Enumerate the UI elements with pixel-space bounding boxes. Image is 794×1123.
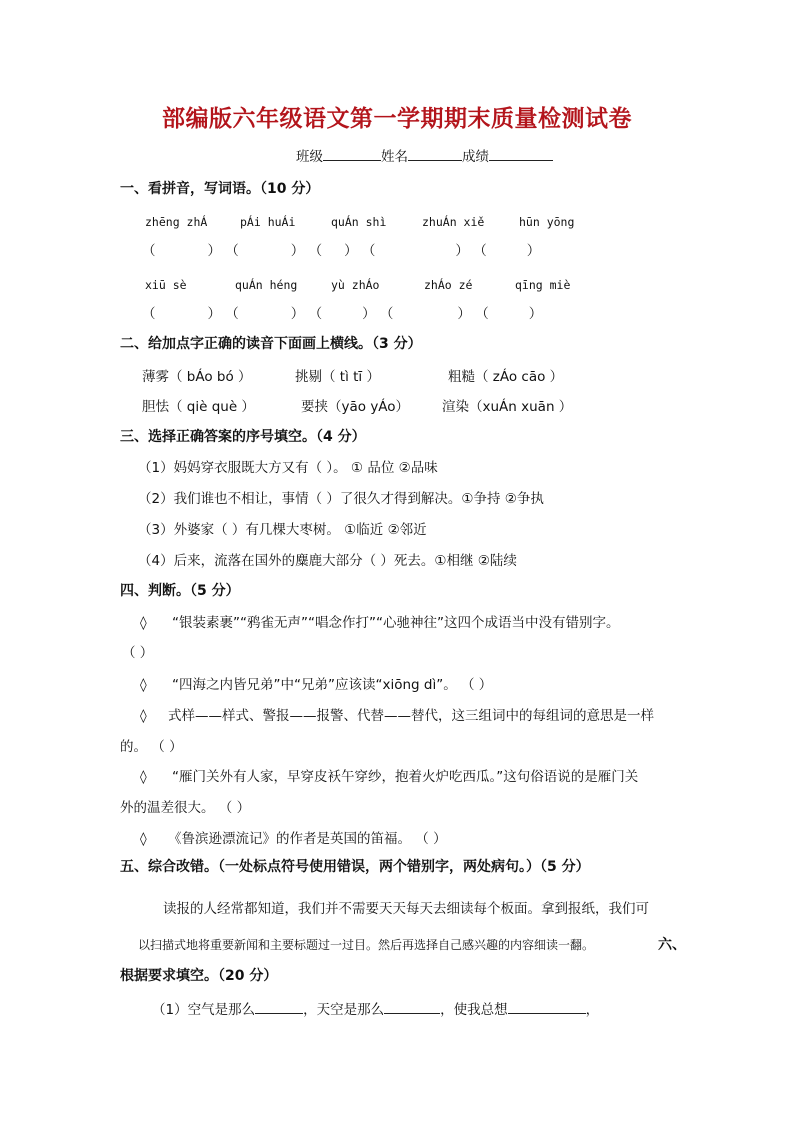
reading-item-2: 挑剔（ tì tī ） xyxy=(295,369,380,385)
judge-item-3: ◊ 式样——样式、警报——报警、代替——替代，这三组词中的每组词的意思是一样 xyxy=(140,708,654,724)
score-label: 成绩 xyxy=(462,149,489,165)
answer-row-1: （ ） （ ） （ ） （ ） （ ） xyxy=(142,243,541,259)
name-label: 姓名 xyxy=(381,149,408,165)
judge-item-4-cont: 外的温差很大。 （ ） xyxy=(120,800,251,816)
reading-item-5: 要挟（yāo yÁo） xyxy=(301,399,410,415)
pinyin-4: zhuÁn xiě xyxy=(422,215,485,229)
pinyin-9: zhÁo zé xyxy=(424,278,473,292)
pinyin-8: yù zhÁo xyxy=(331,278,380,292)
header-fields xyxy=(296,146,553,166)
section-1-heading: 一、看拼音，写词语。（10 分） xyxy=(120,181,320,197)
class-label: 班级 xyxy=(296,149,323,165)
pinyin-10: qīng miè xyxy=(515,278,571,292)
pinyin-6: xiū sè xyxy=(145,278,187,292)
section-3-heading: 三、选择正确答案的序号填空。（4 分） xyxy=(120,429,366,445)
judge-item-4: ◊ “雁门关外有人家，早穿皮袄午穿纱，抱着火炉吃西瓜。”这句俗语说的是雁门关 xyxy=(140,769,639,785)
pinyin-5: hūn yōng xyxy=(519,215,575,229)
reading-item-6: 渲染（xuÁn xuān ） xyxy=(442,399,573,415)
judge-item-2: ◊ “四海之内皆兄弟”中“兄弟”应该读“xiōng dì”。 （ ） xyxy=(140,677,493,693)
pinyin-3: quÁn shì xyxy=(331,215,387,229)
diamond-bullet-icon: ◊ xyxy=(140,615,147,631)
section-6-heading: 根据要求填空。（20 分） xyxy=(120,968,278,984)
pinyin-1: zhēng zhÁ xyxy=(145,215,208,229)
fill-blank[interactable] xyxy=(384,999,440,1014)
section-2-heading: 二、给加点字正确的读音下面画上横线。（3 分） xyxy=(120,336,422,352)
exam-title: 部编版六年级语文第一学期期末质量检测试卷 xyxy=(162,105,632,132)
answer-row-2: （ ） （ ） （ ） （ ） （ ） xyxy=(142,306,543,322)
diamond-bullet-icon: ◊ xyxy=(140,769,147,785)
section-5-heading: 五、综合改错。（一处标点符号使用错误，两个错别字，两处病句。）（5 分） xyxy=(120,859,590,875)
judge-item-3-cont: 的。 （ ） xyxy=(120,739,183,755)
diamond-bullet-icon: ◊ xyxy=(140,677,147,693)
class-blank[interactable] xyxy=(323,146,381,161)
judge-item-1-paren[interactable]: （ ） xyxy=(122,645,154,661)
fill-item-1: （1）空气是那么 ，天空是那么 ，使我总想 ， xyxy=(152,999,599,1019)
choice-item-1: （1）妈妈穿衣服既大方又有（ ）。 ① 品位 ②品味 xyxy=(138,460,438,476)
pinyin-2: pÁi huÁi xyxy=(240,215,296,229)
choice-item-4: （4）后来，流落在国外的麋鹿大部分（ ）死去。①相继 ②陆续 xyxy=(138,553,517,569)
choice-item-3: （3）外婆家（ ）有几棵大枣树。 ①临近 ②邻近 xyxy=(138,522,427,538)
fill-blank[interactable] xyxy=(508,999,586,1014)
diamond-bullet-icon: ◊ xyxy=(140,831,147,847)
reading-item-4: 胆怯（ qiè què ） xyxy=(142,399,255,415)
choice-item-2: （2）我们谁也不相让，事情（ ）了很久才得到解决。①争持 ②争执 xyxy=(138,491,544,507)
fill-blank[interactable] xyxy=(255,999,303,1014)
diamond-bullet-icon: ◊ xyxy=(140,708,147,724)
score-blank[interactable] xyxy=(489,146,553,161)
pinyin-7: quÁn héng xyxy=(235,278,298,292)
correction-para-1: 读报的人经常都知道，我们并不需要天天每天去细读每个板面。拿到报纸，我们可 xyxy=(163,901,649,917)
name-blank[interactable] xyxy=(408,146,462,161)
reading-item-3: 粗糙（ zÁo cāo ） xyxy=(448,369,564,385)
section-6-number: 六、 xyxy=(658,937,686,953)
section-4-heading: 四、判断。（5 分） xyxy=(120,583,240,599)
judge-item-1: ◊ “银装素裹”“鸦雀无声”“唱念作打”“心驰神往”这四个成语当中没有错别字。 xyxy=(140,615,620,631)
correction-para-2: 以扫描式地将重要新闻和主要标题过一过目。然后再选择自己感兴趣的内容细读一翻。 xyxy=(138,938,595,952)
judge-item-5: ◊ 《鲁滨逊漂流记》的作者是英国的笛福。 （ ） xyxy=(140,831,447,847)
reading-item-1: 薄雾（ bÁo bó ） xyxy=(142,369,252,385)
